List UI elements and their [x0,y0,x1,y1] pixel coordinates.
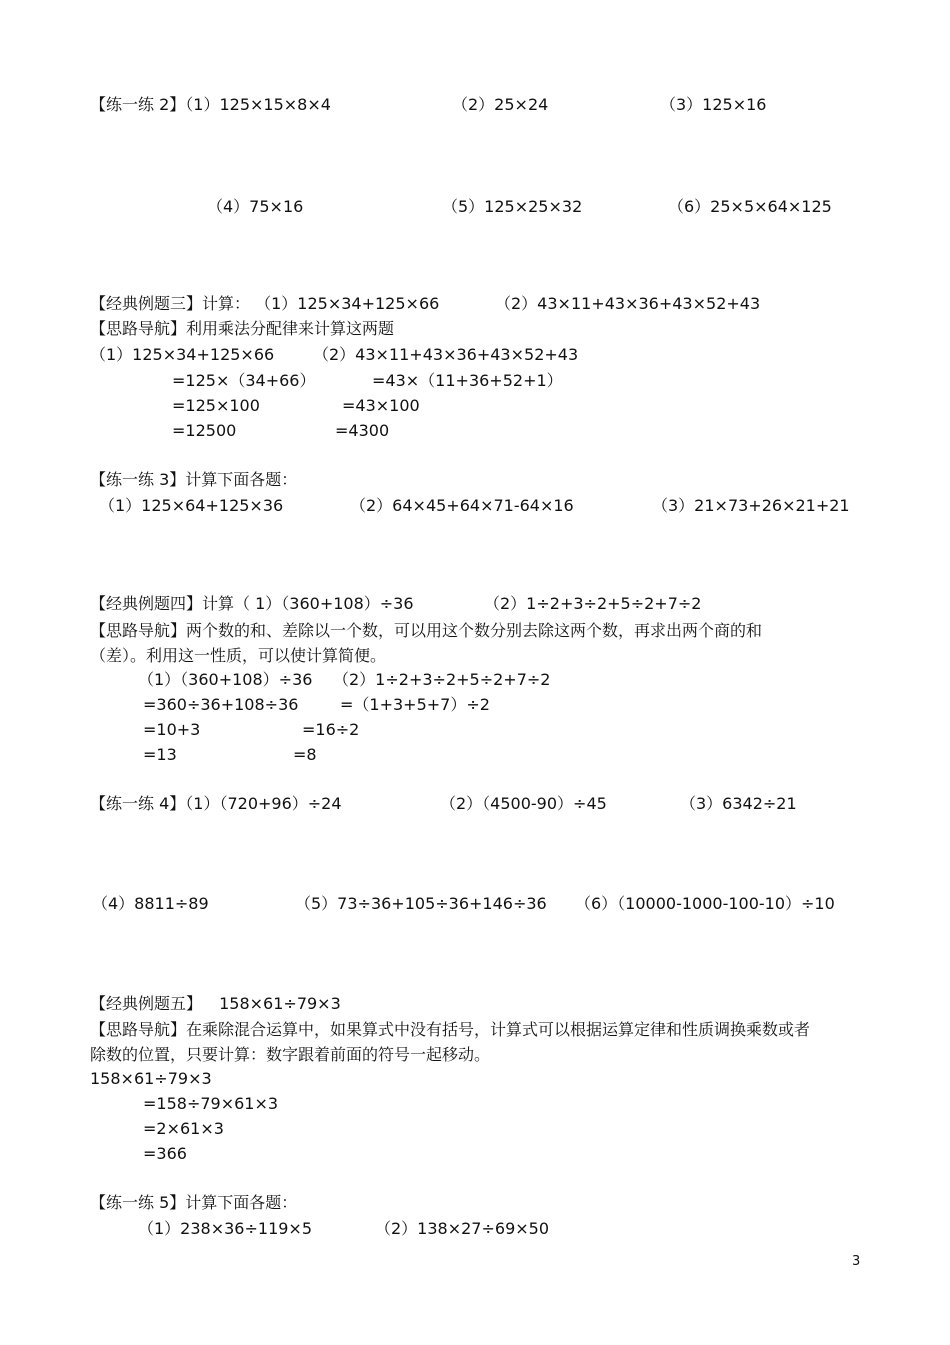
example4-solution2-line1: （2）1÷2+3÷2+5÷2+7÷2 [333,670,551,689]
practice4-item-4: （4）8811÷89 [92,894,209,913]
example3-question-2: （2）43×11+43×36+43×52+43 [495,294,761,313]
practice4-item-2: （2）（4500-90）÷45 [440,794,607,813]
practice4-label: 【练一练 4】 [90,794,186,813]
example3-solution1-line1: （1）125×34+125×66 [90,345,275,364]
practice5-item-1: （1）238×36÷119×5 [138,1219,313,1238]
example5-question: 158×61÷79×3 [219,994,341,1013]
practice4-item-1: （1）（720+96）÷24 [185,794,342,813]
example4-question-1: 1）（360+108）÷36 [255,594,414,613]
example3-solution2-line3: =43×100 [342,396,420,415]
example4-solution2-line4: =8 [293,745,317,764]
example4-solution1-line2: =360÷36+108÷36 [143,695,299,714]
example4-question-2: （2）1÷2+3÷2+5÷2+7÷2 [484,594,702,613]
example5-step-1: 158×61÷79×3 [90,1069,212,1088]
practice4-item-6: （6）（10000-1000-100-10）÷10 [575,894,835,913]
example3-solution1-line2: =125×（34+66） [172,371,316,390]
practice2-item-1: （1）125×15×8×4 [185,95,331,114]
example3-solution2-line2: =43×（11+36+52+1） [372,371,563,390]
practice5-label: 【练一练 5】计算下面各题： [90,1193,298,1212]
practice3-item-2: （2）64×45+64×71-64×16 [350,496,574,515]
example3-hint: 【思路导航】利用乘法分配律来计算这两题 [90,319,395,338]
example3-title: 【经典例题三】计算： [90,294,251,313]
example5-heading [90,993,341,1015]
practice3-label: 【练一练 3】计算下面各题： [90,470,298,489]
example4-solution2-line3: =16÷2 [302,720,360,739]
example3-solution1-line3: =125×100 [172,396,260,415]
example3-heading [90,293,439,315]
practice3-item-1: （1）125×64+125×36 [99,496,284,515]
example5-step-3: =2×61×3 [143,1119,224,1138]
practice4-item-3: （3）6342÷21 [680,794,797,813]
practice2-label: 【练一练 2】 [90,95,186,114]
example5-hint: 【思路导航】在乘除混合运算中，如果算式中没有括号，计算式可以根据运算定律和性质调换乘数或者除数的位置，只要计算：数字跟着前面的符号一起移动。 [90,1020,811,1064]
example4-solution1-line4: =13 [143,745,177,764]
example5-step-2: =158÷79×61×3 [143,1094,279,1113]
practice2-item-4: （4）75×16 [207,197,304,216]
example4-heading [90,593,414,615]
example3-solution2-line1: （2）43×11+43×36+43×52+43 [313,345,579,364]
example4-hint: 【思路导航】两个数的和、差除以一个数，可以用这个数分别去除这两个数，再求出两个商的和（差）。利用这一性质，可以使计算简便。 [90,621,763,665]
example3-question-1: （1）125×34+125×66 [255,294,440,313]
practice3-item-3: （3）21×73+26×21+21 [652,496,850,515]
practice2-item-6: （6）25×5×64×125 [668,197,832,216]
example4-solution1-line3: =10+3 [143,720,201,739]
example4-solution2-line2: =（1+3+5+7）÷2 [340,695,490,714]
page-number: 3 [852,1254,861,1269]
practice5-item-2: （2）138×27÷69×50 [375,1219,550,1238]
example3-solution1-line4: =12500 [172,421,237,440]
example3-solution2-line4: =4300 [335,421,390,440]
practice2-row1 [90,94,331,116]
example4-solution1-line1: （1）（360+108）÷36 [138,670,313,689]
practice2-item-3: （3）125×16 [660,95,767,114]
example5-step-4: =366 [143,1144,187,1163]
example4-title: 【经典例题四】计算（ [90,594,251,613]
practice2-item-2: （2）25×24 [452,95,549,114]
practice2-item-5: （5）125×25×32 [442,197,583,216]
practice4-row1 [90,793,342,815]
practice4-item-5: （5）73÷36+105÷36+146÷36 [295,894,547,913]
example5-title: 【经典例题五】 [90,994,203,1013]
